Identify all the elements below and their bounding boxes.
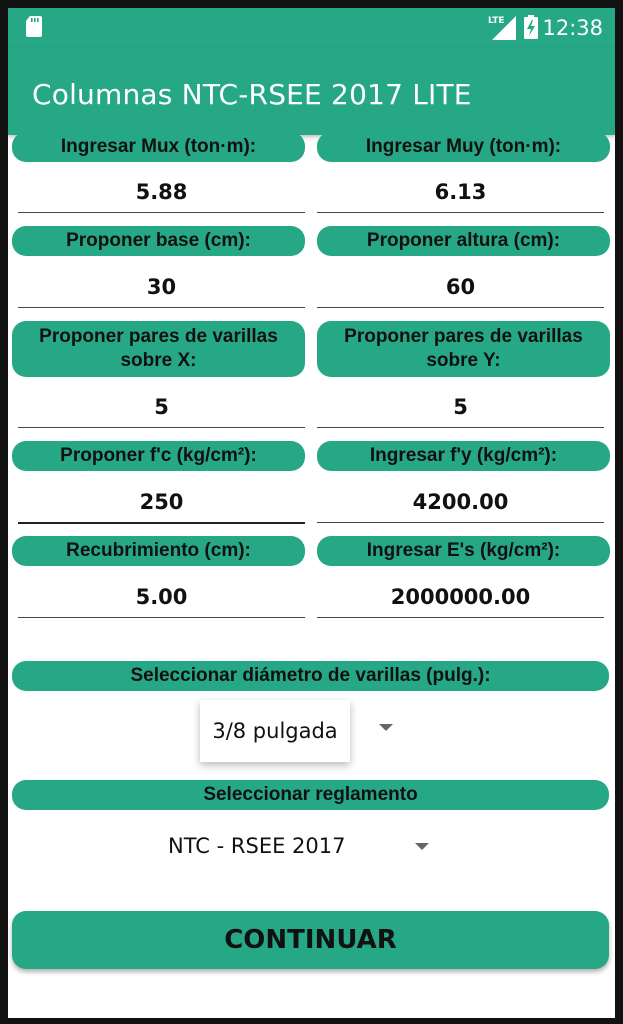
continue-button[interactable]: CONTINUAR xyxy=(12,911,609,969)
sd-card-icon xyxy=(26,16,42,37)
fy-input[interactable]: 4200.00 xyxy=(317,490,604,523)
pares-y-label: Proponer pares de varillas sobre Y: xyxy=(317,321,610,377)
app-title: Columnas NTC-RSEE 2017 LITE xyxy=(32,78,472,111)
diametro-label: Seleccionar diámetro de varillas (pulg.): xyxy=(12,661,609,691)
diametro-spinner[interactable]: 3/8 pulgada xyxy=(200,700,350,762)
muy-input[interactable]: 6.13 xyxy=(317,180,604,213)
base-label: Proponer base (cm): xyxy=(12,226,305,256)
pares-x-label: Proponer pares de varillas sobre X: xyxy=(12,321,305,377)
altura-input[interactable]: 60 xyxy=(317,275,604,308)
pares-y-input[interactable]: 5 xyxy=(317,395,604,428)
phone-screen xyxy=(8,8,615,1018)
app-bar xyxy=(8,48,615,135)
clock-time: 12:38 xyxy=(542,16,603,40)
fc-input[interactable]: 250 xyxy=(18,490,305,524)
fc-label: Proponer f'c (kg/cm²): xyxy=(12,441,305,471)
base-input[interactable]: 30 xyxy=(18,275,305,308)
signal-lte-icon xyxy=(488,14,516,40)
es-label: Ingresar E's (kg/cm²): xyxy=(317,536,610,566)
pares-x-input[interactable]: 5 xyxy=(18,395,305,428)
mux-input[interactable]: 5.88 xyxy=(18,180,305,213)
network-type-label: LTE xyxy=(488,16,505,26)
recubrimiento-input[interactable]: 5.00 xyxy=(18,585,305,618)
recubrimiento-label: Recubrimiento (cm): xyxy=(12,536,305,566)
muy-label: Ingresar Muy (ton·m): xyxy=(317,132,610,162)
reglamento-dropdown-arrow-icon[interactable] xyxy=(415,843,429,850)
fy-label: Ingresar f'y (kg/cm²): xyxy=(317,441,610,471)
reglamento-spinner[interactable]: NTC - RSEE 2017 xyxy=(168,834,346,858)
status-bar xyxy=(8,8,615,48)
es-input[interactable]: 2000000.00 xyxy=(317,585,604,618)
altura-label: Proponer altura (cm): xyxy=(317,226,610,256)
battery-charging-icon xyxy=(524,15,538,39)
reglamento-label: Seleccionar reglamento xyxy=(12,780,609,810)
diametro-dropdown-arrow-icon[interactable] xyxy=(379,724,393,731)
mux-label: Ingresar Mux (ton·m): xyxy=(12,132,305,162)
